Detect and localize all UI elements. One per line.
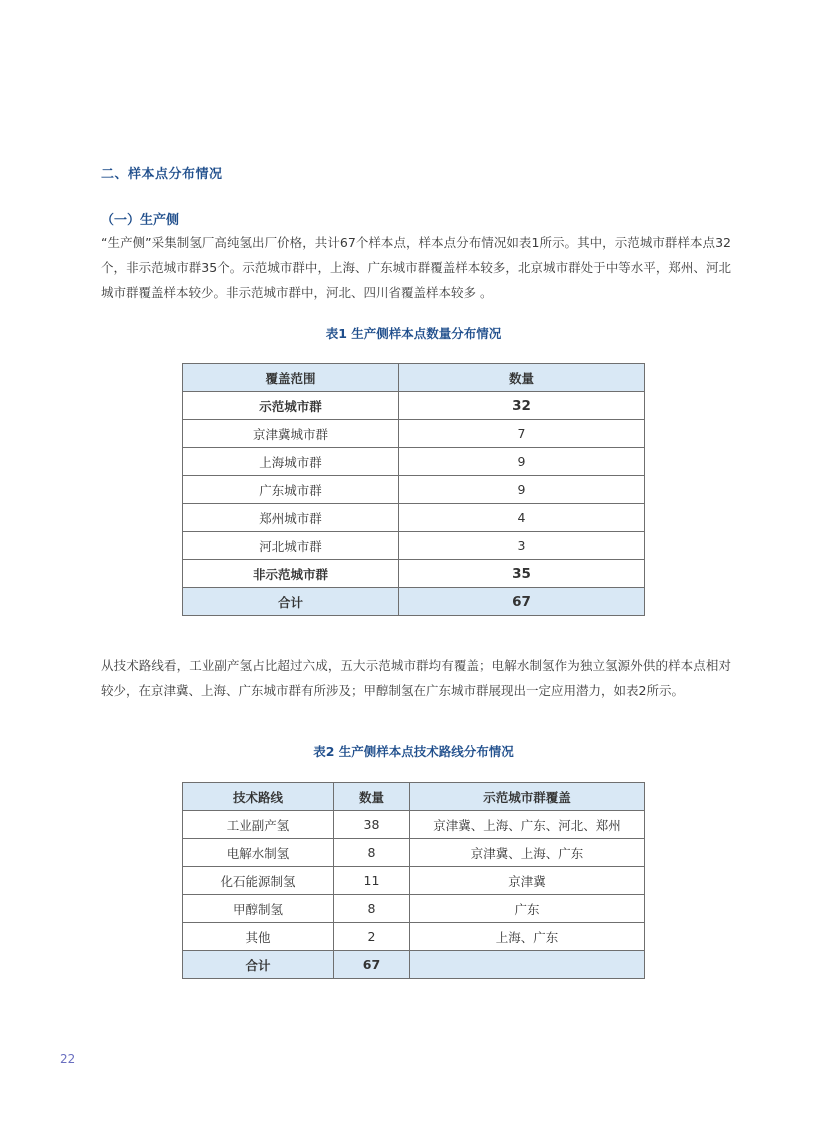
table2-cell-count: 67 [334, 951, 410, 979]
table2-header-route: 技术路线 [183, 783, 334, 811]
table1-total-row [183, 588, 645, 616]
table1-row [183, 448, 645, 476]
table2-row [183, 923, 645, 951]
table1-cell-count: 9 [399, 476, 645, 504]
table2-cell-count: 8 [334, 839, 410, 867]
paragraph-2: 从技术路线看，工业副产氢占比超过六成，五大示范城市群均有覆盖；电解水制氢作为独立氢源外供的样本点相对较少，在京津冀、上海、广东城市群有所涉及；甲醇制氢在广东城市群展现出一定应用潜力，如表2所示。 [101, 658, 731, 698]
table2-cell-coverage: 京津冀、上海、广东 [410, 839, 645, 867]
table2-row [183, 895, 645, 923]
table2-caption: 表2 生产侧样本点技术路线分布情况 [313, 744, 514, 759]
table1-row [183, 420, 645, 448]
table1-row [183, 532, 645, 560]
table1-header-count: 数量 [399, 364, 645, 392]
table1-cell-name: 广东城市群 [183, 476, 399, 504]
table2-cell-count: 2 [334, 923, 410, 951]
table1-row [183, 504, 645, 532]
table1-cell-name: 示范城市群 [183, 392, 399, 420]
table2-cell-route: 化石能源制氢 [183, 867, 334, 895]
table2-header-row [183, 783, 645, 811]
table1-row [183, 392, 645, 420]
table2-cell-coverage: 上海、广东 [410, 923, 645, 951]
table2 [182, 782, 645, 979]
table2-cell-coverage: 京津冀 [410, 867, 645, 895]
table2-cell-route: 合计 [183, 951, 334, 979]
table2-header-count: 数量 [334, 783, 410, 811]
table1-cell-count: 7 [399, 420, 645, 448]
table1-cell-count: 32 [399, 392, 645, 420]
table2-header-coverage: 示范城市群覆盖 [410, 783, 645, 811]
table2-cell-route: 电解水制氢 [183, 839, 334, 867]
table1-cell-count: 3 [399, 532, 645, 560]
paragraph-1: “生产侧”采集制氢厂高纯氢出厂价格，共计67个样本点，样本点分布情况如表1所示。其中，示范城市群样本点32个，非示范城市群35个。示范城市群中，上海、广东城市群覆盖样本较多，北京城市群处于中等水平，郑州、河北城市群覆盖样本较少。非示范城市群中，河北、四川省覆盖样本较多 。 [101, 235, 731, 300]
table2-total-row [183, 951, 645, 979]
table2-cell-count: 8 [334, 895, 410, 923]
table2-row [183, 839, 645, 867]
table1-cell-name: 非示范城市群 [183, 560, 399, 588]
table1-header-range: 覆盖范围 [183, 364, 399, 392]
page-number: 22 [60, 1052, 76, 1066]
table1-cell-name: 上海城市群 [183, 448, 399, 476]
table2-cell-coverage: 广东 [410, 895, 645, 923]
table1-caption: 表1 生产侧样本点数量分布情况 [325, 326, 502, 341]
table2-cell-route: 其他 [183, 923, 334, 951]
table2-cell-coverage [410, 951, 645, 979]
table2-row [183, 867, 645, 895]
table1-cell-name: 郑州城市群 [183, 504, 399, 532]
table1 [182, 363, 645, 616]
table1-cell-count: 35 [399, 560, 645, 588]
table1-cell-name: 京津冀城市群 [183, 420, 399, 448]
table2-row [183, 811, 645, 839]
table1-cell-name: 河北城市群 [183, 532, 399, 560]
table1-cell-name: 合计 [183, 588, 399, 616]
sub-title: （一）生产侧 [101, 213, 180, 228]
table1-cell-count: 4 [399, 504, 645, 532]
table2-cell-coverage: 京津冀、上海、广东、河北、郑州 [410, 811, 645, 839]
section-title: 二、样本点分布情况 [101, 167, 223, 182]
table1-row [183, 476, 645, 504]
table1-cell-count: 67 [399, 588, 645, 616]
table2-cell-route: 工业副产氢 [183, 811, 334, 839]
table2-cell-count: 11 [334, 867, 410, 895]
table1-row [183, 560, 645, 588]
table1-header-row [183, 364, 645, 392]
table1-cell-count: 9 [399, 448, 645, 476]
table2-cell-count: 38 [334, 811, 410, 839]
table2-cell-route: 甲醇制氢 [183, 895, 334, 923]
